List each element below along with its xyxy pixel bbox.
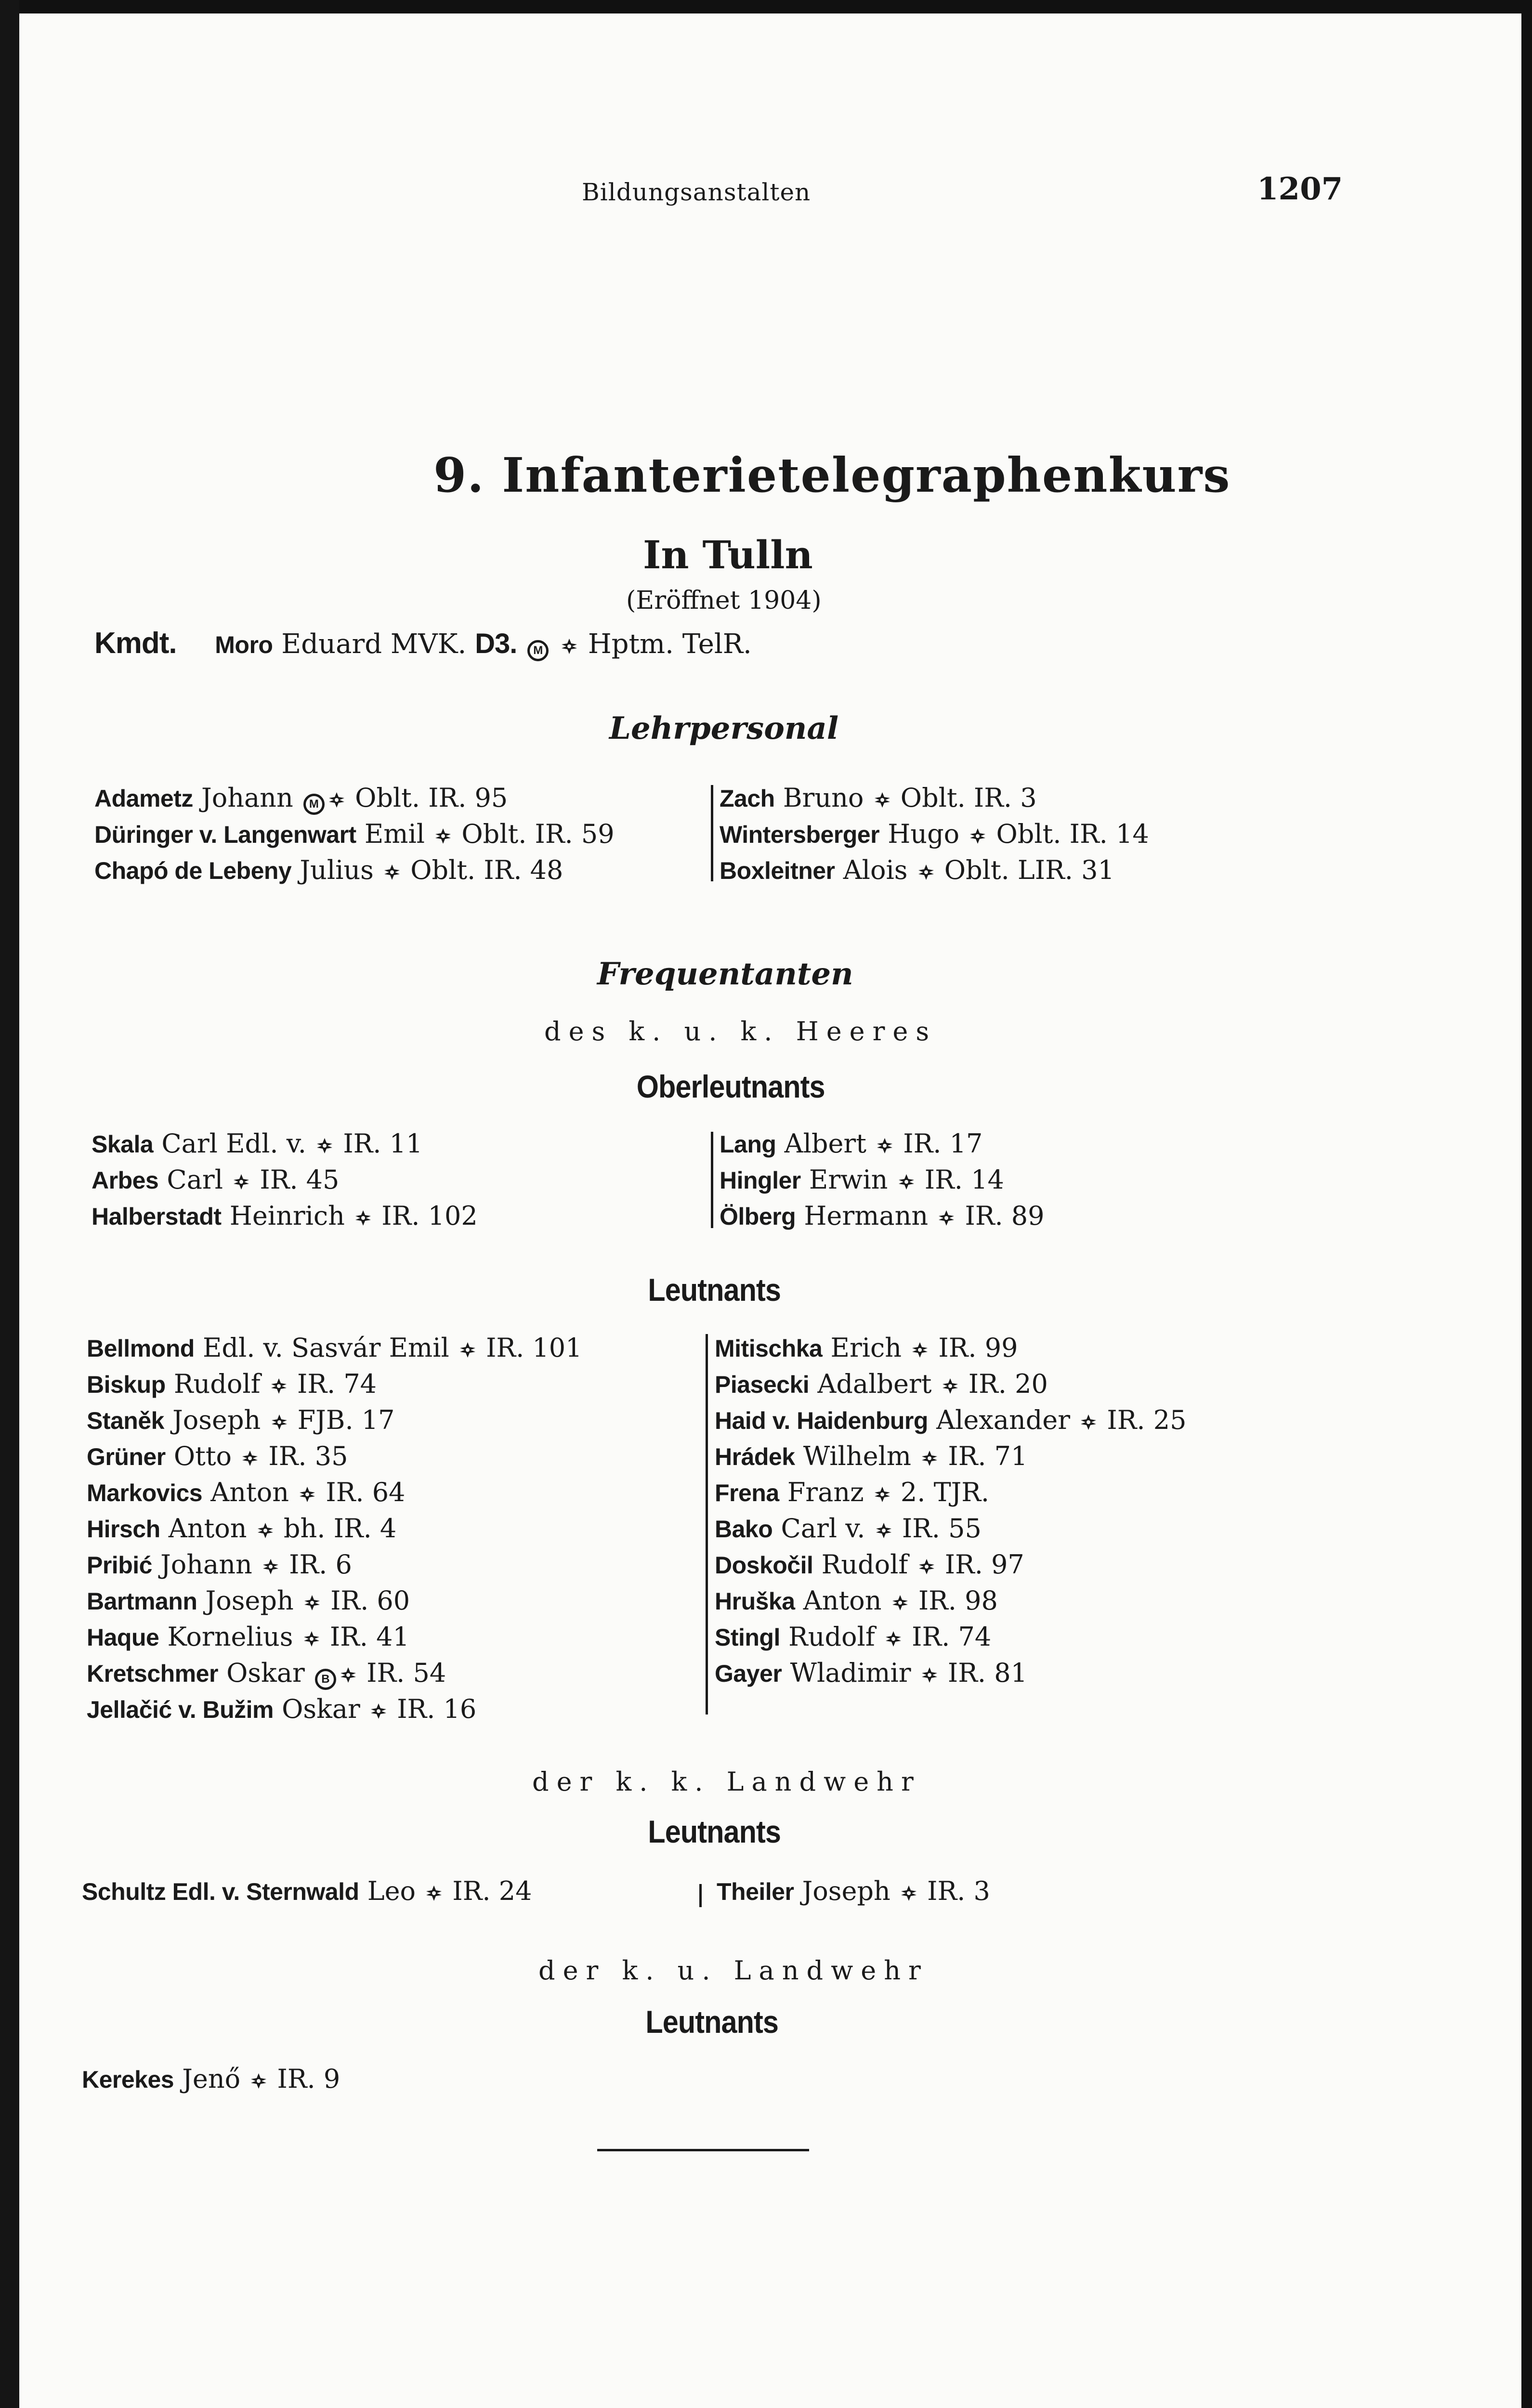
cross-icon bbox=[271, 1414, 288, 1430]
entry-rank: 2. TJR. bbox=[900, 1477, 990, 1507]
entry-given-name: Carl Edl. v. bbox=[161, 1128, 306, 1159]
entry-surname: Hruška bbox=[715, 1588, 795, 1615]
closing-rule bbox=[597, 2149, 809, 2151]
list-item bbox=[87, 1619, 582, 1655]
cross-icon bbox=[921, 1450, 938, 1466]
entry-surname: Theiler bbox=[717, 1878, 794, 1905]
commander-surname: Moro bbox=[215, 631, 273, 658]
cross-icon bbox=[901, 1885, 917, 1901]
list-item bbox=[82, 2061, 340, 2097]
column-divider bbox=[699, 1884, 702, 1907]
cross-icon bbox=[898, 1174, 915, 1190]
entry-given-name: Carl v. bbox=[781, 1513, 865, 1544]
entry-rank: IR. 35 bbox=[268, 1441, 348, 1471]
entry-rank: Oblt. IR. 48 bbox=[410, 855, 563, 885]
entry-surname: Bartmann bbox=[87, 1588, 197, 1615]
cross-icon bbox=[262, 1558, 279, 1575]
entry-given-name: Anton bbox=[168, 1513, 247, 1544]
entry-given-name: Rudolf bbox=[821, 1549, 908, 1580]
entry-surname: Kerekes bbox=[82, 2066, 174, 2093]
list-item bbox=[715, 1475, 1186, 1511]
list-item bbox=[92, 1198, 478, 1234]
list-item bbox=[720, 816, 1149, 852]
entry-surname: Stingl bbox=[715, 1624, 780, 1651]
entry-surname: Mitischka bbox=[715, 1335, 823, 1362]
entry-surname: Adametz bbox=[94, 785, 193, 812]
entry-rank: IR. 97 bbox=[944, 1549, 1024, 1580]
list-item bbox=[720, 1162, 1045, 1198]
entry-rank: IR. 45 bbox=[260, 1165, 340, 1195]
cross-icon bbox=[303, 1631, 320, 1647]
entry-rank: IR. 74 bbox=[912, 1622, 992, 1652]
cross-icon bbox=[233, 1174, 249, 1190]
entry-given-name: Alexander bbox=[936, 1405, 1071, 1435]
entry-surname: Piasecki bbox=[715, 1371, 810, 1398]
list-item bbox=[87, 1330, 582, 1366]
entry-rank: IR. 99 bbox=[938, 1333, 1018, 1363]
list-item bbox=[87, 1691, 582, 1727]
list-item bbox=[720, 1126, 1045, 1162]
entry-rank: IR. 54 bbox=[367, 1658, 446, 1688]
entry-given-name: Adalbert bbox=[817, 1369, 932, 1399]
entry-given-name: Emil bbox=[364, 819, 425, 849]
cross-icon bbox=[340, 1667, 356, 1683]
entry-given-name: Joseph bbox=[172, 1405, 261, 1435]
entry-given-name: Johann bbox=[201, 783, 293, 813]
list-item bbox=[715, 1655, 1186, 1691]
list-item bbox=[715, 1439, 1186, 1475]
scan-edge-left bbox=[0, 0, 19, 2408]
cross-icon bbox=[918, 864, 934, 880]
cross-icon bbox=[1080, 1414, 1097, 1430]
entry-surname: Frena bbox=[715, 1479, 779, 1506]
badge-icon: M bbox=[527, 640, 549, 661]
entry-given-name: Albert bbox=[784, 1128, 866, 1159]
entry-surname: Haid v. Haidenburg bbox=[715, 1407, 928, 1434]
cross-icon bbox=[921, 1667, 938, 1683]
list-item bbox=[715, 1619, 1186, 1655]
entry-given-name: Rudolf bbox=[173, 1369, 261, 1399]
list-item bbox=[94, 852, 615, 889]
cross-icon bbox=[918, 1558, 935, 1575]
entry-surname: Skala bbox=[92, 1131, 154, 1158]
cross-icon bbox=[426, 1885, 442, 1901]
page-number: 1207 bbox=[1257, 171, 1343, 207]
entry-rank: FJB. 17 bbox=[297, 1405, 395, 1435]
entry-given-name: Alois bbox=[843, 855, 908, 885]
list-item bbox=[87, 1511, 582, 1547]
entry-rank: IR. 3 bbox=[927, 1876, 990, 1906]
badge-icon: B bbox=[315, 1669, 336, 1690]
entry-given-name: Carl bbox=[167, 1165, 223, 1195]
list-item bbox=[715, 1330, 1186, 1366]
heading-leutnants-landwehr-ku: Leutnants bbox=[645, 2004, 779, 2040]
entry-surname: Hrádek bbox=[715, 1443, 795, 1470]
entry-rank: IR. 71 bbox=[948, 1441, 1028, 1471]
entry-surname: Gayer bbox=[715, 1660, 782, 1687]
entry-rank: IR. 60 bbox=[330, 1585, 410, 1616]
entry-surname: Düringer v. Langenwart bbox=[94, 821, 356, 848]
opened-note: (Eröffnet 1904) bbox=[626, 586, 822, 615]
entry-rank: Oblt. IR. 3 bbox=[900, 783, 1037, 813]
entry-given-name: Joseph bbox=[205, 1585, 294, 1616]
cross-icon bbox=[969, 828, 986, 844]
heading-oberleutnants: Oberleutnants bbox=[636, 1069, 825, 1104]
entry-surname: Lang bbox=[720, 1131, 776, 1158]
entry-surname: Biskup bbox=[87, 1371, 166, 1398]
list-item bbox=[715, 1583, 1186, 1619]
entry-surname: Staněk bbox=[87, 1407, 164, 1434]
entry-rank: IR. 6 bbox=[289, 1549, 352, 1580]
entry-rank: IR. 16 bbox=[397, 1694, 477, 1724]
entry-given-name: Erich bbox=[830, 1333, 902, 1363]
entry-rank: Oblt. IR. 95 bbox=[355, 783, 508, 813]
badge-icon: M bbox=[303, 794, 325, 815]
entry-given-name: Rudolf bbox=[788, 1622, 875, 1652]
cross-icon bbox=[885, 1631, 902, 1647]
entry-surname: Hingler bbox=[720, 1167, 801, 1194]
entry-rank: IR. 25 bbox=[1107, 1405, 1187, 1435]
cross-icon bbox=[874, 1486, 890, 1503]
commander-line bbox=[94, 626, 752, 661]
entry-surname: Chapó de Lebeny bbox=[94, 857, 292, 884]
list-item bbox=[717, 1873, 990, 1910]
entry-rank: IR. 41 bbox=[329, 1622, 409, 1652]
entry-rank: IR. 14 bbox=[924, 1165, 1004, 1195]
heading-leutnants: Leutnants bbox=[648, 1272, 781, 1308]
heading-landwehr-ku: der k. u. Landwehr bbox=[538, 1955, 929, 1986]
cross-icon bbox=[942, 1378, 958, 1394]
entry-rank: bh. IR. 4 bbox=[283, 1513, 397, 1544]
column-divider bbox=[711, 785, 713, 881]
leutnants-left-column bbox=[87, 1330, 582, 1727]
cross-icon bbox=[328, 792, 345, 808]
entry-surname: Arbes bbox=[92, 1167, 159, 1194]
entry-given-name: Kornelius bbox=[167, 1622, 293, 1652]
entry-given-name: Heinrich bbox=[229, 1201, 345, 1231]
commander-decoration: D3. bbox=[475, 628, 517, 659]
oberleutnants-right-column bbox=[720, 1126, 1045, 1234]
entry-rank: IR. 9 bbox=[277, 2064, 340, 2094]
list-item bbox=[87, 1475, 582, 1511]
entry-surname: Schultz Edl. v. Sternwald bbox=[82, 1878, 359, 1905]
cross-icon bbox=[876, 1522, 892, 1539]
list-item bbox=[715, 1511, 1186, 1547]
list-item bbox=[82, 1873, 532, 1910]
oberleutnants-left-column bbox=[92, 1126, 478, 1234]
entry-given-name: Leo bbox=[367, 1876, 416, 1906]
entry-surname: Jellačić v. Bužim bbox=[87, 1696, 274, 1723]
entry-rank: Oblt. IR. 14 bbox=[996, 819, 1149, 849]
heading-landwehr-kk: der k. k. Landwehr bbox=[532, 1767, 921, 1797]
cross-icon bbox=[877, 1138, 893, 1154]
entry-rank: IR. 102 bbox=[381, 1201, 478, 1231]
list-item bbox=[94, 816, 615, 852]
cross-icon bbox=[435, 828, 451, 844]
cross-icon bbox=[561, 638, 577, 654]
entry-given-name: Jenő bbox=[182, 2064, 241, 2094]
entry-given-name: Oskar bbox=[226, 1658, 305, 1688]
entry-surname: Grüner bbox=[87, 1443, 166, 1470]
list-item bbox=[92, 1162, 478, 1198]
entry-rank: IR. 24 bbox=[452, 1876, 532, 1906]
entry-rank: IR. 74 bbox=[297, 1369, 377, 1399]
entry-surname: Markovics bbox=[87, 1479, 203, 1506]
entry-given-name: Anton bbox=[803, 1585, 882, 1616]
list-item bbox=[87, 1439, 582, 1475]
entry-surname: Zach bbox=[720, 785, 775, 812]
list-item bbox=[715, 1366, 1186, 1402]
list-item bbox=[87, 1547, 582, 1583]
list-item bbox=[715, 1547, 1186, 1583]
entry-surname: Bellmond bbox=[87, 1335, 195, 1362]
entry-given-name: Hermann bbox=[804, 1201, 929, 1231]
entry-surname: Kretschmer bbox=[87, 1660, 218, 1687]
list-item bbox=[87, 1402, 582, 1439]
entry-rank: IR. 98 bbox=[918, 1585, 998, 1616]
cross-icon bbox=[242, 1450, 258, 1466]
heading-heer: des k. u. k. Heeres bbox=[544, 1016, 937, 1047]
list-item bbox=[715, 1402, 1186, 1439]
entry-surname: Hirsch bbox=[87, 1516, 160, 1543]
cross-icon bbox=[316, 1138, 333, 1154]
list-item bbox=[87, 1583, 582, 1619]
lehrpersonal-right-column bbox=[720, 780, 1149, 889]
entry-given-name: Anton bbox=[210, 1477, 289, 1507]
entry-given-name: Franz bbox=[787, 1477, 864, 1507]
list-item bbox=[92, 1126, 478, 1162]
entry-surname: Wintersberger bbox=[720, 821, 880, 848]
entry-surname: Halberstadt bbox=[92, 1203, 222, 1230]
entry-given-name: Oskar bbox=[282, 1694, 360, 1724]
entry-rank: IR. 64 bbox=[326, 1477, 406, 1507]
entry-given-name: Erwin bbox=[809, 1165, 888, 1195]
cross-icon bbox=[370, 1703, 387, 1719]
entry-given-name: Wilhelm bbox=[803, 1441, 912, 1471]
scan-edge-top bbox=[0, 0, 1532, 13]
entry-rank: IR. 11 bbox=[343, 1128, 423, 1159]
list-item bbox=[94, 780, 615, 816]
list-item bbox=[87, 1366, 582, 1402]
entry-given-name: Johann bbox=[160, 1549, 252, 1580]
commander-label: Kmdt. bbox=[94, 627, 177, 660]
scan-edge-right bbox=[1521, 0, 1532, 2408]
cross-icon bbox=[459, 1342, 476, 1358]
column-divider bbox=[706, 1334, 708, 1714]
cross-icon bbox=[938, 1210, 955, 1226]
entry-surname: Ölberg bbox=[720, 1203, 796, 1230]
entry-given-name: Otto bbox=[173, 1441, 232, 1471]
entry-surname: Pribić bbox=[87, 1552, 152, 1579]
cross-icon bbox=[384, 864, 400, 880]
entry-rank: IR. 101 bbox=[486, 1333, 582, 1363]
cross-icon bbox=[257, 1522, 274, 1539]
section-title: 9. Infanterietelegraphenkurs bbox=[433, 448, 1231, 503]
entry-given-name: Bruno bbox=[783, 783, 864, 813]
leutnants-right-column bbox=[715, 1330, 1186, 1691]
cross-icon bbox=[874, 792, 890, 808]
entry-rank: Oblt. LIR. 31 bbox=[944, 855, 1114, 885]
list-item bbox=[720, 780, 1149, 816]
list-item bbox=[720, 852, 1149, 889]
commander-rank: Hptm. TelR. bbox=[588, 628, 752, 660]
cross-icon bbox=[304, 1595, 320, 1611]
entry-rank: IR. 89 bbox=[965, 1201, 1045, 1231]
landwehr-kk-right-column bbox=[717, 1873, 990, 1910]
column-divider bbox=[711, 1132, 713, 1228]
heading-frequentanten: Frequentanten bbox=[597, 956, 853, 992]
entry-rank: IR. 81 bbox=[947, 1658, 1027, 1688]
list-item bbox=[87, 1655, 582, 1691]
landwehr-kk-left-column bbox=[82, 1873, 532, 1910]
cross-icon bbox=[892, 1595, 908, 1611]
cross-icon bbox=[299, 1486, 315, 1503]
entry-surname: Bako bbox=[715, 1516, 773, 1543]
commander-name: Eduard MVK. bbox=[281, 628, 467, 660]
entry-given-name: Edl. v. Sasvár Emil bbox=[202, 1333, 449, 1363]
cross-icon bbox=[250, 2073, 267, 2089]
entry-surname: Haque bbox=[87, 1624, 159, 1651]
entry-given-name: Wladimir bbox=[790, 1658, 911, 1688]
cross-icon bbox=[271, 1378, 287, 1394]
entry-surname: Doskočil bbox=[715, 1552, 813, 1579]
landwehr-ku-left-column bbox=[82, 2061, 340, 2097]
running-head: Bildungsanstalten bbox=[582, 178, 811, 206]
place-title: In Tulln bbox=[643, 532, 813, 577]
heading-lehrpersonal: Lehrpersonal bbox=[609, 710, 839, 746]
cross-icon bbox=[355, 1210, 371, 1226]
entry-rank: IR. 55 bbox=[902, 1513, 982, 1544]
cross-icon bbox=[912, 1342, 928, 1358]
entry-given-name: Hugo bbox=[888, 819, 960, 849]
entry-rank: IR. 20 bbox=[968, 1369, 1048, 1399]
entry-rank: Oblt. IR. 59 bbox=[461, 819, 615, 849]
entry-given-name: Julius bbox=[300, 855, 374, 885]
entry-rank: IR. 17 bbox=[903, 1128, 983, 1159]
entry-surname: Boxleitner bbox=[720, 857, 835, 884]
list-item bbox=[720, 1198, 1045, 1234]
heading-leutnants-landwehr-kk: Leutnants bbox=[648, 1814, 781, 1849]
lehrpersonal-left-column bbox=[94, 780, 615, 889]
entry-given-name: Joseph bbox=[802, 1876, 890, 1906]
